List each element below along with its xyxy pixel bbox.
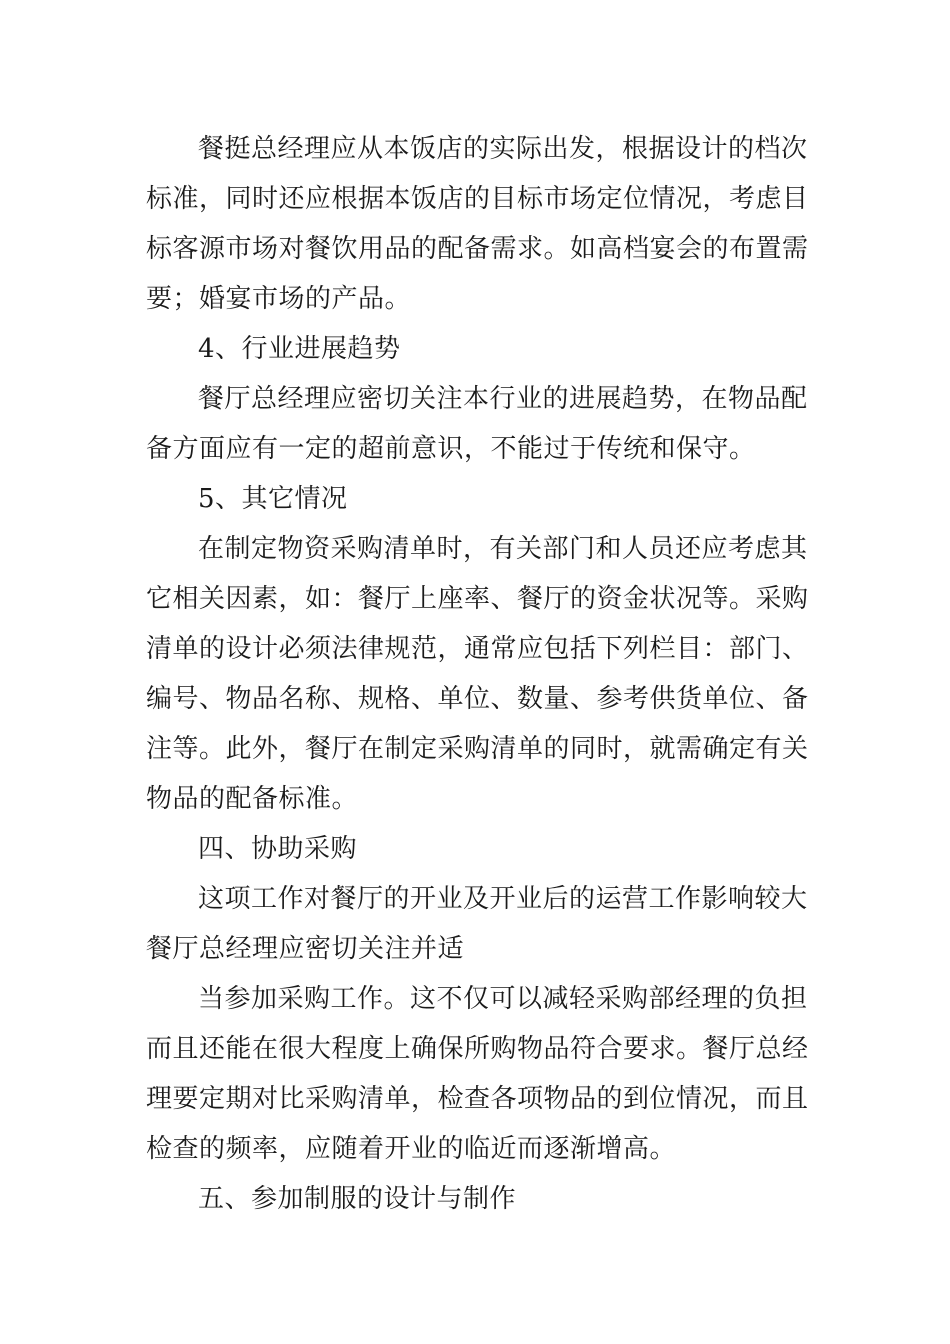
paragraph-line: 要；婚宴市场的产品。 bbox=[146, 284, 412, 314]
section-heading: 5、其它情况 bbox=[198, 484, 348, 514]
paragraph-line: 当参加采购工作。这不仅可以减轻采购部经理的负担 bbox=[198, 984, 808, 1014]
paragraph-line: 在制定物资采购清单时，有关部门和人员还应考虑其 bbox=[198, 534, 808, 564]
paragraph-line: 注等。此外，餐厅在制定采购清单的同时，就需确定有关 bbox=[146, 734, 809, 764]
paragraph-line: 清单的设计必须法律规范，通常应包括下列栏目：部门、 bbox=[146, 634, 809, 664]
paragraph-line: 标客源市场对餐饮用品的配备需求。如高档宴会的布置需 bbox=[146, 234, 809, 264]
paragraph-line: 而且还能在很大程度上确保所购物品符合要求。餐厅总经 bbox=[146, 1034, 809, 1064]
paragraph-line: 编号、物品名称、规格、单位、数量、参考供货单位、备 bbox=[146, 684, 809, 714]
paragraph-line: 标准，同时还应根据本饭店的目标市场定位情况，考虑目 bbox=[146, 184, 809, 214]
paragraph-line: 它相关因素，如：餐厅上座率、餐厅的资金状况等。采购 bbox=[146, 584, 809, 614]
section-heading: 4、行业进展趋势 bbox=[198, 334, 401, 364]
paragraph-line: 餐厅总经理应密切关注本行业的进展趋势，在物品配 bbox=[198, 384, 808, 414]
paragraph-line: 餐厅总经理应密切关注并适 bbox=[146, 934, 465, 964]
paragraph-line: 理要定期对比采购清单，检查各项物品的到位情况，而且 bbox=[146, 1084, 809, 1114]
paragraph-line: 检查的频率，应随着开业的临近而逐渐增高。 bbox=[146, 1134, 677, 1164]
paragraph-line: 这项工作对餐厅的开业及开业后的运营工作影响较大 bbox=[198, 884, 808, 914]
section-heading: 五、参加制服的设计与制作 bbox=[198, 1184, 517, 1214]
paragraph-line: 物品的配备标准。 bbox=[146, 784, 359, 814]
paragraph-line: 备方面应有一定的超前意识，不能过于传统和保守。 bbox=[146, 434, 756, 464]
section-heading: 四、协助采购 bbox=[198, 834, 358, 864]
paragraph-line: 餐挺总经理应从本饭店的实际出发，根据设计的档次 bbox=[198, 134, 808, 164]
